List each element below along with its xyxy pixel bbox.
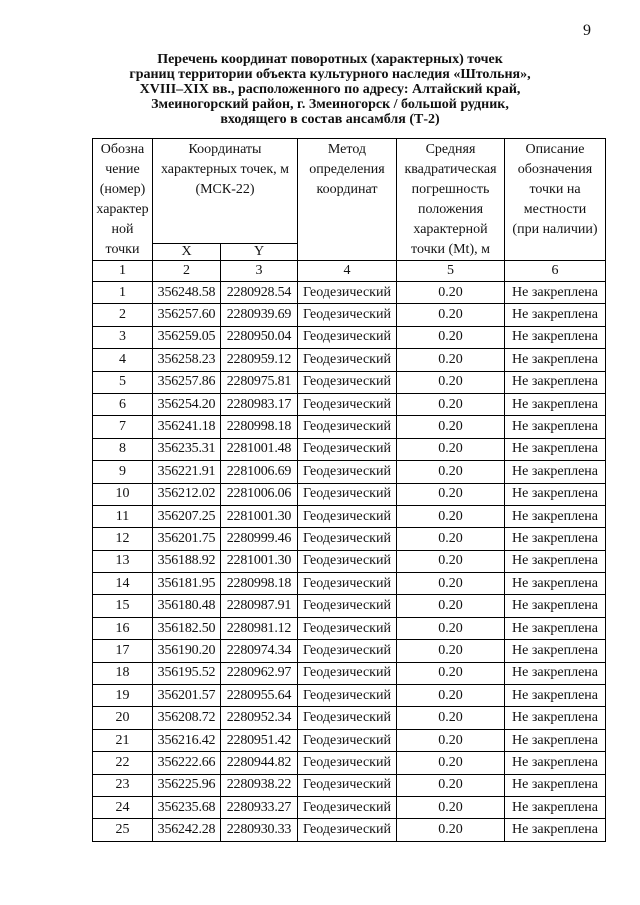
header-coordinates: Координаты характерных точек, м (МСК-22) <box>153 139 298 244</box>
x-coordinate-cell: 356201.75 <box>153 528 221 550</box>
point-number-cell: 11 <box>93 505 153 527</box>
table-row <box>93 483 606 505</box>
point-number-cell: 24 <box>93 796 153 818</box>
header-accuracy: Средняя квадратическая погрешность положения характерной точки (Mt), м <box>397 139 505 261</box>
point-number-cell: 20 <box>93 707 153 729</box>
method-cell: Геодезический <box>298 617 397 639</box>
table-row <box>93 617 606 639</box>
point-number-cell: 19 <box>93 685 153 707</box>
title-line: XVIII–XIX вв., расположенного по адресу: Алтайский край, <box>139 82 521 97</box>
column-number: 6 <box>505 261 606 282</box>
accuracy-cell: 0.20 <box>397 707 505 729</box>
table-row <box>93 729 606 751</box>
method-cell: Геодезический <box>298 483 397 505</box>
y-coordinate-cell: 2280951.42 <box>221 729 298 751</box>
point-number-cell: 16 <box>93 617 153 639</box>
method-cell: Геодезический <box>298 550 397 572</box>
point-number-cell: 13 <box>93 550 153 572</box>
point-number-cell: 4 <box>93 349 153 371</box>
description-cell: Не закреплена <box>505 640 606 662</box>
accuracy-cell: 0.20 <box>397 304 505 326</box>
column-number-row <box>93 261 606 282</box>
point-number-cell: 22 <box>93 752 153 774</box>
description-cell: Не закреплена <box>505 729 606 751</box>
x-coordinate-cell: 356225.96 <box>153 774 221 796</box>
y-coordinate-cell: 2280981.12 <box>221 617 298 639</box>
description-cell: Не закреплена <box>505 662 606 684</box>
description-cell: Не закреплена <box>505 438 606 460</box>
x-coordinate-cell: 356222.66 <box>153 752 221 774</box>
column-number: 1 <box>93 261 153 282</box>
x-coordinate-cell: 356195.52 <box>153 662 221 684</box>
document-title <box>120 52 540 127</box>
header-x: X <box>153 244 221 261</box>
description-cell: Не закреплена <box>505 461 606 483</box>
table-row <box>93 371 606 393</box>
y-coordinate-cell: 2280930.33 <box>221 819 298 841</box>
x-coordinate-cell: 356259.05 <box>153 326 221 348</box>
table-row <box>93 282 606 304</box>
table-row <box>93 528 606 550</box>
x-coordinate-cell: 356208.72 <box>153 707 221 729</box>
table-row <box>93 393 606 415</box>
description-cell: Не закреплена <box>505 326 606 348</box>
y-coordinate-cell: 2280975.81 <box>221 371 298 393</box>
accuracy-cell: 0.20 <box>397 416 505 438</box>
point-number-cell: 18 <box>93 662 153 684</box>
y-coordinate-cell: 2281001.30 <box>221 550 298 572</box>
accuracy-cell: 0.20 <box>397 349 505 371</box>
description-cell: Не закреплена <box>505 416 606 438</box>
table-row <box>93 640 606 662</box>
x-coordinate-cell: 356182.50 <box>153 617 221 639</box>
description-cell: Не закреплена <box>505 304 606 326</box>
description-cell: Не закреплена <box>505 595 606 617</box>
y-coordinate-cell: 2280962.97 <box>221 662 298 684</box>
table-row <box>93 416 606 438</box>
column-number: 2 <box>153 261 221 282</box>
description-cell: Не закреплена <box>505 393 606 415</box>
method-cell: Геодезический <box>298 416 397 438</box>
accuracy-cell: 0.20 <box>397 685 505 707</box>
accuracy-cell: 0.20 <box>397 550 505 572</box>
y-coordinate-cell: 2281001.48 <box>221 438 298 460</box>
point-number-cell: 25 <box>93 819 153 841</box>
description-cell: Не закреплена <box>505 550 606 572</box>
table-row <box>93 819 606 841</box>
accuracy-cell: 0.20 <box>397 483 505 505</box>
y-coordinate-cell: 2280939.69 <box>221 304 298 326</box>
title-line: Перечень координат поворотных (характерных) точек <box>157 52 503 67</box>
description-cell: Не закреплена <box>505 505 606 527</box>
x-coordinate-cell: 356257.86 <box>153 371 221 393</box>
y-coordinate-cell: 2280955.64 <box>221 685 298 707</box>
table-row <box>93 461 606 483</box>
description-cell: Не закреплена <box>505 752 606 774</box>
table-row <box>93 326 606 348</box>
table-row <box>93 752 606 774</box>
accuracy-cell: 0.20 <box>397 505 505 527</box>
table-row <box>93 774 606 796</box>
point-number-cell: 14 <box>93 573 153 595</box>
accuracy-cell: 0.20 <box>397 752 505 774</box>
x-coordinate-cell: 356235.68 <box>153 796 221 818</box>
accuracy-cell: 0.20 <box>397 326 505 348</box>
point-number-cell: 6 <box>93 393 153 415</box>
point-number-cell: 21 <box>93 729 153 751</box>
header-description: Описание обозначения точки на местности (при наличии) <box>505 139 606 261</box>
x-coordinate-cell: 356248.58 <box>153 282 221 304</box>
method-cell: Геодезический <box>298 573 397 595</box>
method-cell: Геодезический <box>298 819 397 841</box>
x-coordinate-cell: 356207.25 <box>153 505 221 527</box>
accuracy-cell: 0.20 <box>397 662 505 684</box>
description-cell: Не закреплена <box>505 774 606 796</box>
x-coordinate-cell: 356212.02 <box>153 483 221 505</box>
x-coordinate-cell: 356181.95 <box>153 573 221 595</box>
point-number-cell: 10 <box>93 483 153 505</box>
table-row <box>93 349 606 371</box>
y-coordinate-cell: 2280987.91 <box>221 595 298 617</box>
title-line: границ территории объекта культурного наследия «Штольня», <box>129 67 531 82</box>
table-row <box>93 505 606 527</box>
accuracy-cell: 0.20 <box>397 595 505 617</box>
header-method: Метод определения координат <box>298 139 397 261</box>
x-coordinate-cell: 356254.20 <box>153 393 221 415</box>
table-row <box>93 662 606 684</box>
method-cell: Геодезический <box>298 528 397 550</box>
table-row <box>93 550 606 572</box>
method-cell: Геодезический <box>298 685 397 707</box>
y-coordinate-cell: 2280952.34 <box>221 707 298 729</box>
method-cell: Геодезический <box>298 505 397 527</box>
table-row <box>93 595 606 617</box>
y-coordinate-cell: 2280928.54 <box>221 282 298 304</box>
description-cell: Не закреплена <box>505 371 606 393</box>
method-cell: Геодезический <box>298 774 397 796</box>
description-cell: Не закреплена <box>505 349 606 371</box>
point-number-cell: 3 <box>93 326 153 348</box>
page-number: 9 <box>583 22 591 39</box>
y-coordinate-cell: 2280944.82 <box>221 752 298 774</box>
method-cell: Геодезический <box>298 796 397 818</box>
x-coordinate-cell: 356235.31 <box>153 438 221 460</box>
point-number-cell: 8 <box>93 438 153 460</box>
x-coordinate-cell: 356216.42 <box>153 729 221 751</box>
point-number-cell: 2 <box>93 304 153 326</box>
y-coordinate-cell: 2281006.06 <box>221 483 298 505</box>
description-cell: Не закреплена <box>505 685 606 707</box>
y-coordinate-cell: 2281006.69 <box>221 461 298 483</box>
column-number: 4 <box>298 261 397 282</box>
accuracy-cell: 0.20 <box>397 393 505 415</box>
y-coordinate-cell: 2280998.18 <box>221 416 298 438</box>
method-cell: Геодезический <box>298 752 397 774</box>
accuracy-cell: 0.20 <box>397 729 505 751</box>
description-cell: Не закреплена <box>505 282 606 304</box>
point-number-cell: 23 <box>93 774 153 796</box>
method-cell: Геодезический <box>298 304 397 326</box>
method-cell: Геодезический <box>298 349 397 371</box>
y-coordinate-cell: 2280938.22 <box>221 774 298 796</box>
title-line: Змеиногорский район, г. Змеиногорск / большой рудник, <box>151 97 509 112</box>
accuracy-cell: 0.20 <box>397 774 505 796</box>
method-cell: Геодезический <box>298 438 397 460</box>
description-cell: Не закреплена <box>505 707 606 729</box>
accuracy-cell: 0.20 <box>397 640 505 662</box>
x-coordinate-cell: 356201.57 <box>153 685 221 707</box>
point-number-cell: 17 <box>93 640 153 662</box>
method-cell: Геодезический <box>298 595 397 617</box>
coordinates-table <box>92 138 606 842</box>
method-cell: Геодезический <box>298 393 397 415</box>
y-coordinate-cell: 2280983.17 <box>221 393 298 415</box>
description-cell: Не закреплена <box>505 573 606 595</box>
method-cell: Геодезический <box>298 326 397 348</box>
table-header-row <box>93 139 606 244</box>
point-number-cell: 7 <box>93 416 153 438</box>
header-point-designation: Обозна чение (номер) характер ной точки <box>93 139 153 261</box>
accuracy-cell: 0.20 <box>397 573 505 595</box>
x-coordinate-cell: 356188.92 <box>153 550 221 572</box>
x-coordinate-cell: 356221.91 <box>153 461 221 483</box>
point-number-cell: 9 <box>93 461 153 483</box>
method-cell: Геодезический <box>298 371 397 393</box>
column-number: 5 <box>397 261 505 282</box>
point-number-cell: 15 <box>93 595 153 617</box>
description-cell: Не закреплена <box>505 796 606 818</box>
method-cell: Геодезический <box>298 640 397 662</box>
accuracy-cell: 0.20 <box>397 371 505 393</box>
accuracy-cell: 0.20 <box>397 461 505 483</box>
method-cell: Геодезический <box>298 729 397 751</box>
point-number-cell: 5 <box>93 371 153 393</box>
y-coordinate-cell: 2280998.18 <box>221 573 298 595</box>
y-coordinate-cell: 2280959.12 <box>221 349 298 371</box>
accuracy-cell: 0.20 <box>397 282 505 304</box>
method-cell: Геодезический <box>298 662 397 684</box>
accuracy-cell: 0.20 <box>397 796 505 818</box>
title-line: входящего в состав ансамбля (Т-2) <box>220 112 440 127</box>
table-row <box>93 304 606 326</box>
table-row <box>93 685 606 707</box>
y-coordinate-cell: 2280933.27 <box>221 796 298 818</box>
description-cell: Не закреплена <box>505 617 606 639</box>
point-number-cell: 12 <box>93 528 153 550</box>
accuracy-cell: 0.20 <box>397 617 505 639</box>
point-number-cell: 1 <box>93 282 153 304</box>
table-row <box>93 573 606 595</box>
description-cell: Не закреплена <box>505 483 606 505</box>
header-y: Y <box>221 244 298 261</box>
x-coordinate-cell: 356257.60 <box>153 304 221 326</box>
column-number: 3 <box>221 261 298 282</box>
y-coordinate-cell: 2280974.34 <box>221 640 298 662</box>
description-cell: Не закреплена <box>505 528 606 550</box>
method-cell: Геодезический <box>298 707 397 729</box>
x-coordinate-cell: 356242.28 <box>153 819 221 841</box>
x-coordinate-cell: 356258.23 <box>153 349 221 371</box>
accuracy-cell: 0.20 <box>397 528 505 550</box>
table-row <box>93 438 606 460</box>
y-coordinate-cell: 2280950.04 <box>221 326 298 348</box>
x-coordinate-cell: 356241.18 <box>153 416 221 438</box>
y-coordinate-cell: 2281001.30 <box>221 505 298 527</box>
table-row <box>93 796 606 818</box>
x-coordinate-cell: 356190.20 <box>153 640 221 662</box>
method-cell: Геодезический <box>298 461 397 483</box>
accuracy-cell: 0.20 <box>397 819 505 841</box>
accuracy-cell: 0.20 <box>397 438 505 460</box>
method-cell: Геодезический <box>298 282 397 304</box>
description-cell: Не закреплена <box>505 819 606 841</box>
y-coordinate-cell: 2280999.46 <box>221 528 298 550</box>
x-coordinate-cell: 356180.48 <box>153 595 221 617</box>
table-row <box>93 707 606 729</box>
